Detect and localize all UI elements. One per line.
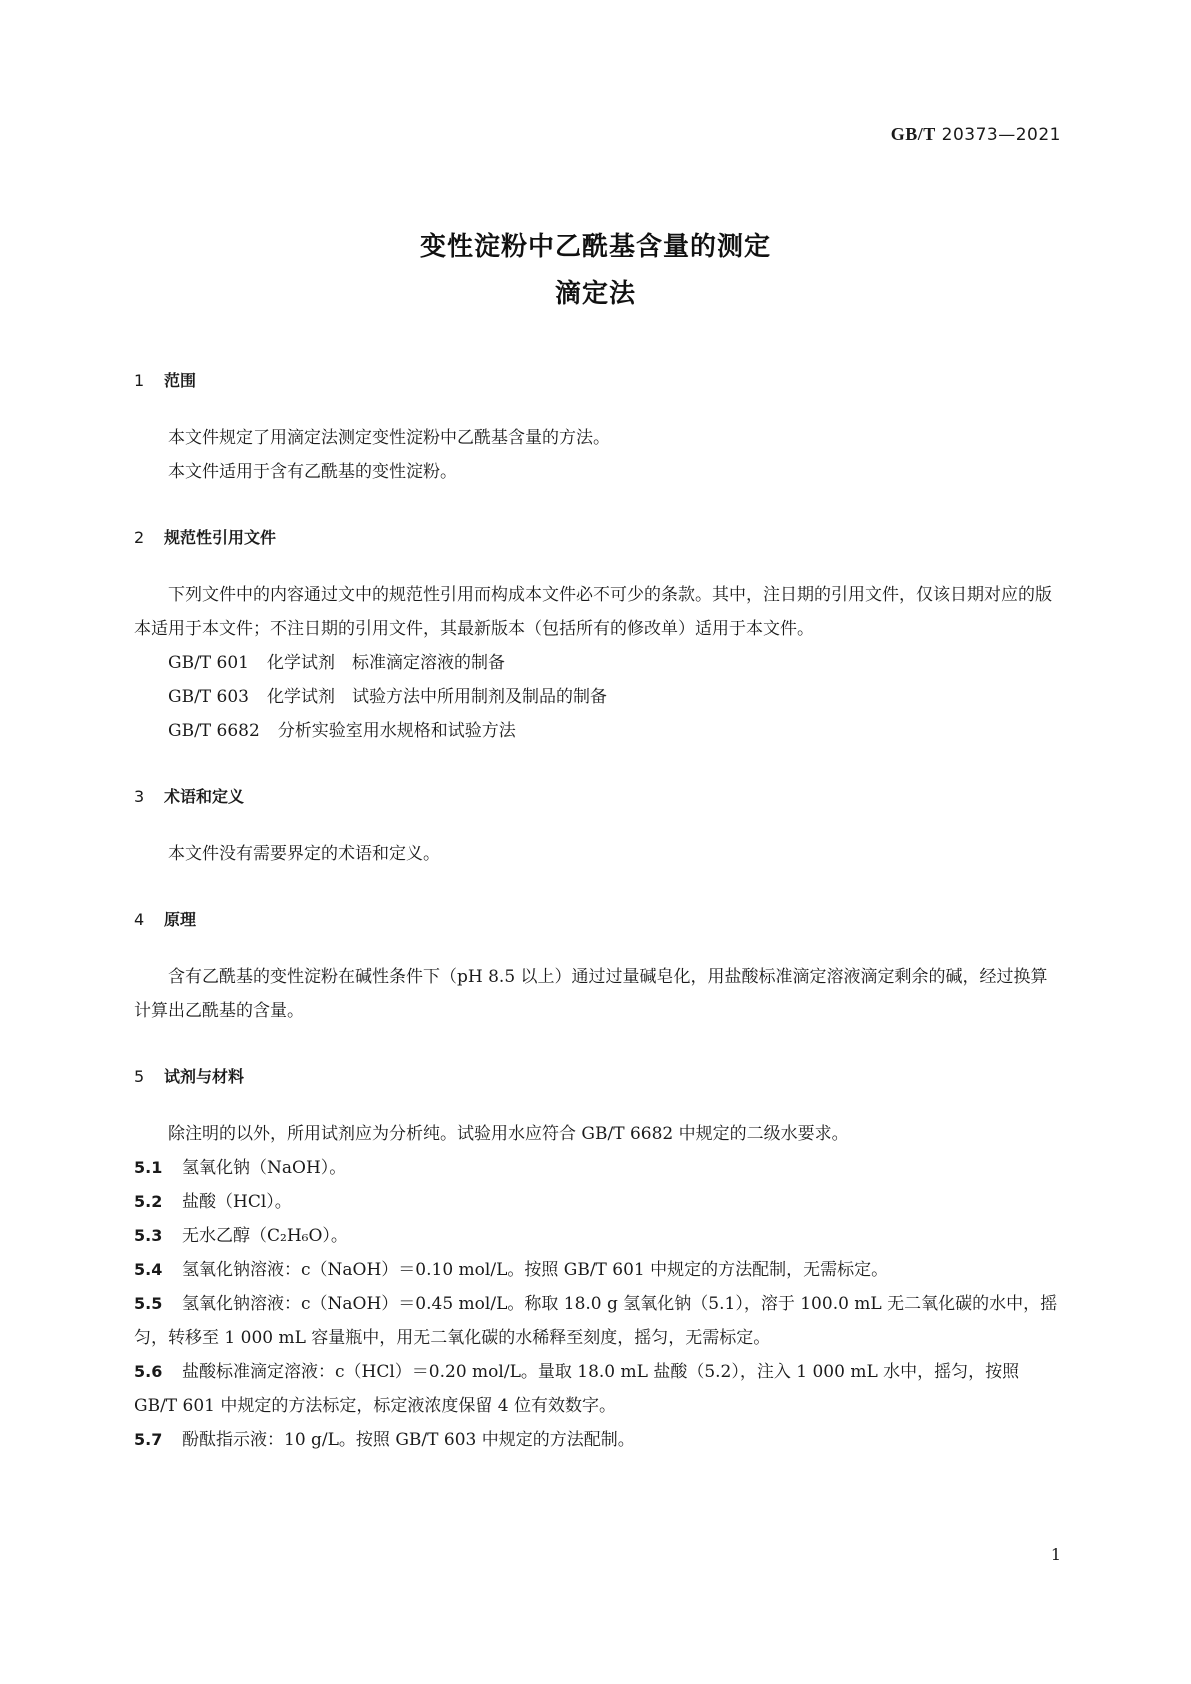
- reagent-item: 5.4 氢氧化钠溶液：c（NaOH）＝0.10 mol/L。按照 GB/T 601 中规定的方法配制，无需标定。: [134, 1260, 889, 1280]
- section-heading-reagents: 5 试剂与材料: [134, 1067, 245, 1086]
- section-heading-terms: 3 术语和定义: [134, 787, 245, 806]
- paragraph: 本文件没有需要界定的术语和定义。: [168, 844, 440, 864]
- reference-item: GB/T 601 化学试剂 标准滴定溶液的制备: [168, 653, 505, 673]
- document-body: [134, 368, 1058, 1457]
- paragraph: 本文件规定了用滴定法测定变性淀粉中乙酰基含量的方法。: [168, 428, 610, 448]
- reference-item: GB/T 6682 分析实验室用水规格和试验方法: [168, 721, 516, 741]
- reagent-item: 5.1 氢氧化钠（NaOH）。: [134, 1158, 347, 1178]
- section-heading-scope: 1 范围: [134, 371, 197, 390]
- document-title: 变性淀粉中乙酰基含量的测定: [419, 232, 771, 262]
- standard-number: [891, 124, 1061, 145]
- reagent-item: 5.6 盐酸标准滴定溶液：c（HCl）＝0.20 mol/L。量取 18.0 mL 盐酸（5.2），注入 1 000 mL 水中，摇匀，按照 GB/T 601 中规定的方法标定，标定液浓度保留 4 位有效数字。: [134, 1362, 1020, 1416]
- reference-item: GB/T 603 化学试剂 试验方法中所用制剂及制品的制备: [168, 687, 607, 707]
- paragraph: 本文件适用于含有乙酰基的变性淀粉。: [168, 462, 457, 482]
- section-heading-principle: 4 原理: [134, 910, 197, 929]
- standard-prefix: GB/T: [890, 124, 936, 144]
- section-heading-normative-references: 2 规范性引用文件: [134, 528, 277, 547]
- paragraph: 含有乙酰基的变性淀粉在碱性条件下（pH 8.5 以上）通过过量碱皂化，用盐酸标准滴定溶液滴定剩余的碱，经过换算计算出乙酰基的含量。: [134, 967, 1048, 1021]
- document-subtitle: 滴定法: [554, 279, 636, 309]
- reagent-item: 5.3 无水乙醇（C₂H₆O）。: [134, 1226, 348, 1246]
- page-number: 1: [1050, 1545, 1061, 1564]
- reagent-item: 5.2 盐酸（HCl）。: [134, 1192, 292, 1212]
- reagent-item: 5.5 氢氧化钠溶液：c（NaOH）＝0.45 mol/L。称取 18.0 g 氢氧化钠（5.1），溶于 100.0 mL 无二氧化碳的水中，摇匀，转移至 1 000 mL 容量瓶中，用无二氧化碳的水稀释至刻度，摇匀，无需标定。: [134, 1294, 1058, 1348]
- paragraph: 除注明的以外，所用试剂应为分析纯。试验用水应符合 GB/T 6682 中规定的二级水要求。: [168, 1124, 849, 1144]
- standard-code: 20373—2021: [941, 125, 1061, 145]
- reagent-item: 5.7 酚酞指示液：10 g/L。按照 GB/T 603 中规定的方法配制。: [134, 1430, 635, 1450]
- paragraph: 下列文件中的内容通过文中的规范性引用而构成本文件必不可少的条款。其中，注日期的引用文件，仅该日期对应的版本适用于本文件；不注日期的引用文件，其最新版本（包括所有的修改单）适用于本文件。: [134, 585, 1052, 639]
